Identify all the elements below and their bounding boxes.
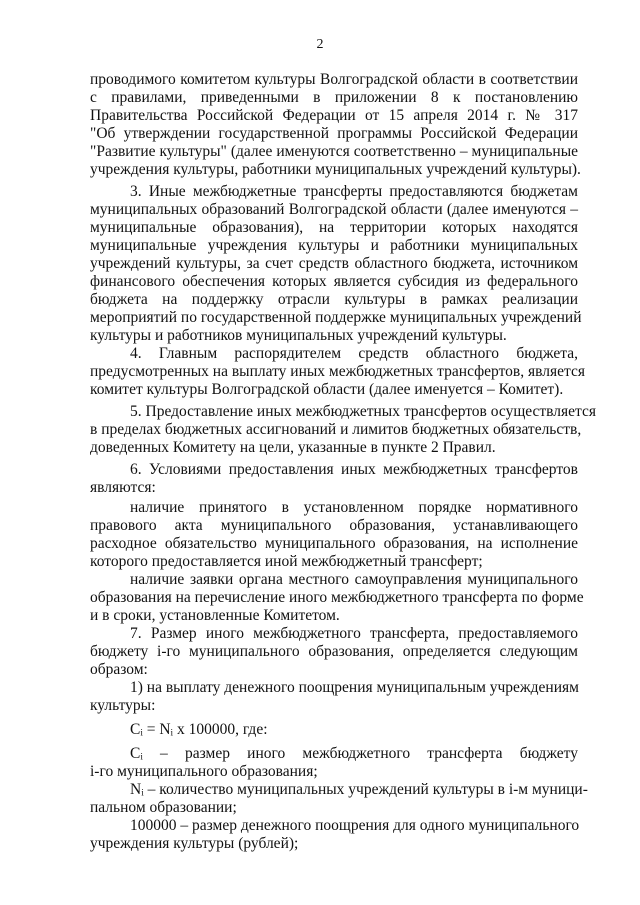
text-line: культуры и работников муниципальных учреждений культуры. bbox=[90, 327, 507, 344]
text-line: проводимого комитетом культуры Волгоградской области в соответствии bbox=[90, 71, 578, 88]
text-line: образом: bbox=[90, 661, 148, 678]
text-line: правового акта муниципального образования, устанавливающего bbox=[90, 517, 578, 534]
text-line: мероприятий по государственной поддержке муниципальных учреждений bbox=[90, 309, 582, 326]
text-line: 100000 – размер денежного поощрения для одного муниципального bbox=[130, 817, 580, 834]
text-line: бюджету i-го муниципального образования, определяется следующим bbox=[90, 643, 578, 660]
text-line: i-го муниципального образования; bbox=[90, 763, 318, 780]
text-line: муниципальные учреждения культуры и работники муниципальных bbox=[90, 237, 578, 254]
text-line: и в сроки, установленные Комитетом. bbox=[90, 607, 340, 624]
text-line: 5. Предоставление иных межбюджетных трансфертов осуществляется bbox=[130, 403, 596, 420]
text-line: 1) на выплату денежного поощрения муниципальным учреждениям bbox=[130, 679, 579, 696]
text-line: образования на перечисление иного межбюджетного трансферта по форме bbox=[90, 589, 584, 606]
text-line: муниципальных образований Волгоградской области (далее именуются – bbox=[90, 201, 578, 218]
text-line: наличие принятого в установленном порядке нормативного bbox=[130, 499, 578, 516]
text-line: наличие заявки органа местного самоуправления муниципального bbox=[130, 571, 578, 588]
text-line: Cᵢ = Nᵢ x 100000, где: bbox=[130, 721, 268, 738]
text-line: 4. Главным распорядителем средств областного бюджета, bbox=[130, 345, 578, 362]
text-line: пальном образовании; bbox=[90, 799, 237, 816]
text-line: предусмотренных на выплату иных межбюджетных трансфертов, является bbox=[90, 363, 585, 380]
text-line: муниципальные образования), на территории которых находятся bbox=[90, 219, 578, 236]
text-line: финансового обеспечения которых является субсидия из федерального bbox=[90, 273, 578, 290]
text-line: учреждений культуры, за счет средств областного бюджета, источником bbox=[90, 255, 578, 272]
text-line: которого предоставляется иной межбюджетный трансферт; bbox=[90, 553, 483, 570]
text-line: доведенных Комитету на цели, указанные в пункте 2 Правил. bbox=[90, 439, 496, 456]
text-line: Правительства Российской Федерации от 15 апреля 2014 г. № 317 bbox=[90, 107, 578, 124]
text-line: в пределах бюджетных ассигнований и лимитов бюджетных обязательств, bbox=[90, 421, 582, 438]
text-line: являются: bbox=[90, 479, 156, 496]
text-line: бюджета на поддержку отрасли культуры в рамках реализации bbox=[90, 291, 578, 308]
text-line: 6. Условиями предоставления иных межбюджетных трансфертов bbox=[130, 461, 578, 478]
text-line: учреждения культуры, работники муниципальных учреждений культуры). bbox=[90, 161, 581, 178]
text-line: Nᵢ – количество муниципальных учреждений культуры в i-м муници- bbox=[130, 781, 588, 798]
text-line: "Об утверждении государственной программы Российской Федерации bbox=[90, 125, 578, 142]
text-line: "Развитие культуры" (далее именуются соответственно – муниципальные bbox=[90, 143, 578, 160]
text-line: учреждения культуры (рублей); bbox=[90, 835, 299, 852]
text-line: с правилами, приведенными в приложении 8 к постановлению bbox=[90, 89, 578, 106]
text-line: 3. Иные межбюджетные трансферты предоставляются бюджетам bbox=[130, 183, 578, 200]
page-number: 2 bbox=[316, 37, 324, 52]
text-line: Cᵢ – размер иного межбюджетного трансферта бюджету bbox=[130, 745, 578, 762]
text-line: расходное обязательство муниципального образования, на исполнение bbox=[90, 535, 578, 552]
text-line: комитет культуры Волгоградской области (далее именуется – Комитет). bbox=[90, 381, 564, 398]
text-line: культуры: bbox=[90, 697, 156, 714]
text-line: 7. Размер иного межбюджетного трансферта, предоставляемого bbox=[130, 625, 578, 642]
